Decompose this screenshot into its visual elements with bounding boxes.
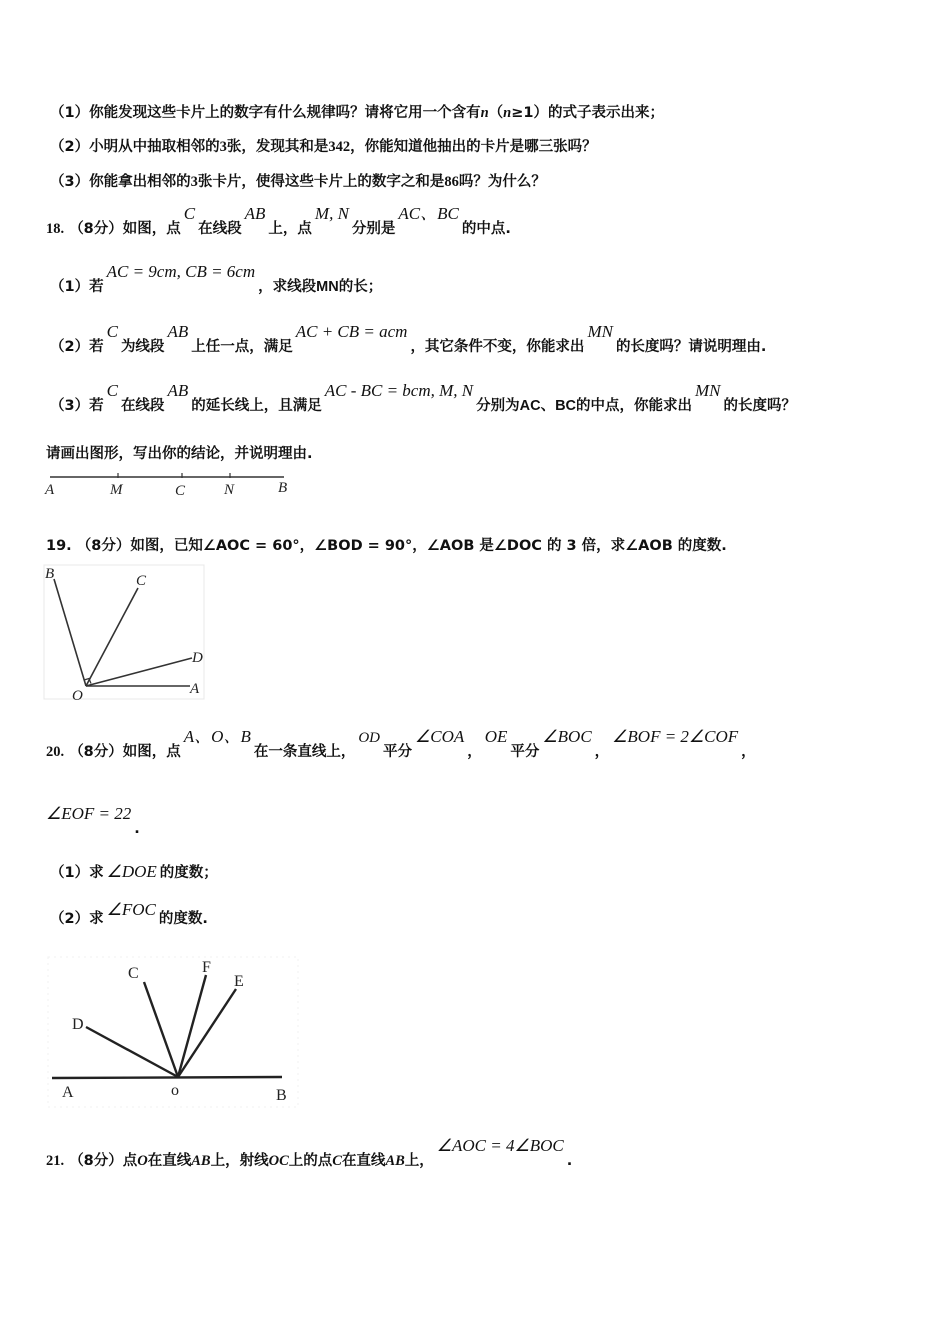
label-c: C (175, 483, 186, 499)
ray-od (86, 1027, 178, 1077)
q18-segment-figure (44, 470, 294, 500)
ray-od (86, 658, 192, 686)
label-o: O (72, 688, 83, 704)
label-b: B (276, 1087, 287, 1104)
q20-part2: （2）求 ∠FOC 的度数. (50, 900, 208, 927)
q20-heading: 20. （8分）如图，点A、O、B在一条直线上，OD平分∠COA，OE平分∠BOC，∠BOF = 2∠COF， (46, 727, 756, 760)
label-a: A (45, 482, 55, 498)
q20-condition: ∠EOF = 22. (46, 804, 140, 837)
label-d: D (72, 1016, 84, 1033)
q21-text: 21. （8分）点O在直线AB上，射线OC上的点C在直线AB上，∠AOC = 4∠BOC. (46, 1136, 573, 1169)
line-ab (52, 1077, 282, 1078)
q20-part1: （1）求 ∠DOE 的度数； (50, 862, 218, 881)
label-b: B (278, 480, 288, 496)
q17-part3: （3）你能拿出相邻的3张卡片，使得这些卡片上的数字之和是86吗？为什么？ (50, 174, 546, 190)
label-b: B (45, 566, 55, 582)
label-n: N (224, 482, 235, 498)
label-a: A (62, 1084, 74, 1101)
label-c: C (136, 573, 147, 589)
q19-angle-figure (42, 563, 207, 703)
ray-ob (54, 579, 86, 686)
label-c: C (128, 965, 139, 982)
label-e: E (234, 973, 244, 990)
ray-oe (178, 989, 236, 1077)
label-o: o (171, 1082, 179, 1099)
ray-oc (144, 982, 178, 1077)
q18-part1: （1）若AC = 9cm, CB = 6cm，求线段MN的长； (50, 262, 383, 295)
q18-instruction: 请画出图形，写出你的结论，并说明理由. (46, 446, 313, 462)
label-m: M (110, 482, 123, 498)
label-d: D (192, 650, 203, 666)
figure-frame (44, 565, 204, 699)
label-a: A (190, 681, 200, 697)
q17-part1: （1）你能发现这些卡片上的数字有什么规律吗？请将它用一个含有n（n≥1）的式子表示出来； (50, 105, 664, 121)
ray-oc (86, 588, 138, 686)
q18-part2: （2）若C为线段AB上任一点，满足AC + CB = acm，其它条件不变，你能求出MN的长度吗？请说明理由. (50, 322, 767, 355)
q18-part3: （3）若C在线段AB的延长线上，且满足AC - BC = bcm, M, N分别为AC、BC的中点，你能求出MN的长度吗？ (50, 381, 797, 414)
ray-of (178, 975, 206, 1077)
q18-heading: 18. （8分）如图，点C在线段AB上，点M, N分别是AC、BC的中点. (46, 204, 511, 237)
q19-text: 19. （8分）如图，已知∠AOC = 60°，∠BOD = 90°，∠AOB 是∠DOC 的 3 倍，求∠AOB 的度数. (46, 538, 727, 554)
q17-part2: （2）小明从中抽取相邻的3张，发现其和是342，你能知道他抽出的卡片是哪三张吗？ (50, 139, 597, 155)
label-f: F (202, 959, 211, 976)
q20-angle-figure (46, 955, 306, 1110)
